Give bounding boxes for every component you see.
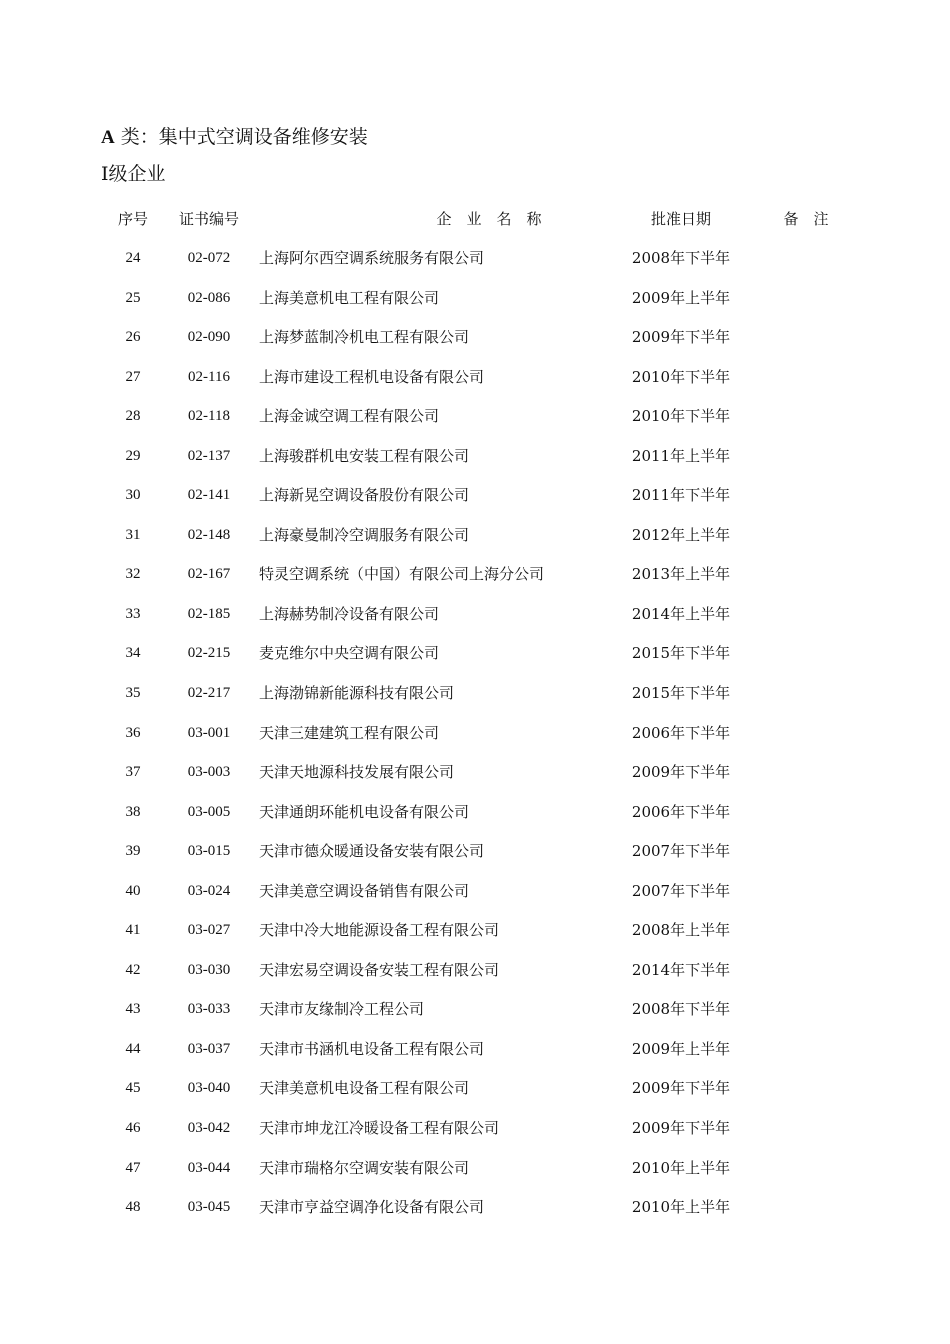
row-date: 2006年下半年 bbox=[631, 723, 731, 742]
table-row bbox=[0, 1069, 950, 1109]
row-name: 天津宏易空调设备安装工程有限公司 bbox=[259, 960, 500, 979]
row-cert: 03-027 bbox=[187, 922, 231, 939]
category-title: 类：集中式空调设备维修安装 bbox=[114, 126, 368, 148]
row-name: 上海美意机电工程有限公司 bbox=[259, 288, 440, 307]
row-cert: 03-003 bbox=[187, 764, 231, 781]
row-seq: 36 bbox=[125, 724, 141, 741]
row-seq: 48 bbox=[125, 1199, 141, 1216]
row-date: 2009年上半年 bbox=[631, 288, 731, 307]
header-cert: 证书编号 bbox=[178, 210, 239, 228]
table-row bbox=[0, 279, 950, 319]
row-cert: 02-137 bbox=[187, 447, 231, 464]
row-seq: 29 bbox=[125, 447, 141, 464]
row-name: 上海阿尔西空调系统服务有限公司 bbox=[259, 249, 485, 267]
row-seq: 26 bbox=[125, 329, 141, 346]
row-cert: 03-005 bbox=[187, 803, 231, 820]
row-date: 2010年下半年 bbox=[631, 367, 731, 386]
section-title bbox=[101, 124, 368, 151]
row-date: 2008年下半年 bbox=[631, 249, 731, 267]
row-name: 天津三建建筑工程有限公司 bbox=[259, 723, 440, 742]
row-name: 上海金诚空调工程有限公司 bbox=[259, 407, 440, 426]
row-seq: 35 bbox=[125, 685, 141, 702]
row-seq: 34 bbox=[125, 645, 141, 662]
row-date: 2009年下半年 bbox=[631, 1119, 731, 1138]
row-cert: 03-030 bbox=[187, 961, 231, 978]
row-cert: 03-033 bbox=[187, 1001, 231, 1018]
row-cert: 03-044 bbox=[187, 1159, 231, 1176]
row-date: 2012年上半年 bbox=[631, 525, 731, 544]
table-row bbox=[0, 714, 950, 754]
row-cert: 02-217 bbox=[187, 685, 231, 702]
row-cert: 03-015 bbox=[187, 843, 231, 860]
row-cert: 02-141 bbox=[187, 487, 231, 504]
row-cert: 02-215 bbox=[187, 645, 231, 662]
table-row bbox=[0, 911, 950, 951]
row-cert: 02-116 bbox=[188, 368, 230, 385]
row-date: 2010年上半年 bbox=[631, 1198, 731, 1217]
row-date: 2015年下半年 bbox=[631, 644, 731, 663]
row-cert: 02-090 bbox=[187, 329, 231, 346]
enterprise-table bbox=[0, 199, 950, 1228]
table-row bbox=[0, 1188, 950, 1228]
table-row bbox=[0, 1149, 950, 1189]
table-row bbox=[0, 397, 950, 437]
table-row bbox=[0, 951, 950, 991]
row-date: 2009年上半年 bbox=[631, 1039, 731, 1058]
table-row bbox=[0, 555, 950, 595]
table-row bbox=[0, 358, 950, 398]
table-row bbox=[0, 990, 950, 1030]
row-name: 天津市亨益空调净化设备有限公司 bbox=[259, 1198, 485, 1217]
table-row bbox=[0, 437, 950, 477]
row-cert: 02-167 bbox=[187, 566, 231, 583]
row-name: 上海梦蓝制冷机电工程有限公司 bbox=[259, 328, 470, 347]
row-date: 2009年下半年 bbox=[631, 763, 731, 782]
row-name: 特灵空调系统（中国）有限公司上海分公司 bbox=[259, 565, 545, 584]
row-name: 天津市书涵机电设备工程有限公司 bbox=[259, 1039, 485, 1058]
row-seq: 45 bbox=[125, 1080, 141, 1097]
row-cert: 03-024 bbox=[187, 882, 231, 899]
row-seq: 41 bbox=[125, 922, 141, 939]
table-row bbox=[0, 1030, 950, 1070]
row-seq: 44 bbox=[125, 1040, 141, 1057]
category-letter: A bbox=[101, 127, 115, 148]
row-date: 2011年上半年 bbox=[631, 446, 731, 465]
row-date: 2008年下半年 bbox=[631, 1000, 731, 1019]
row-seq: 30 bbox=[125, 487, 141, 504]
row-cert: 02-086 bbox=[187, 289, 231, 306]
level-title: Ⅰ级企业 bbox=[101, 163, 166, 185]
row-date: 2015年下半年 bbox=[631, 684, 731, 703]
row-date: 2014年下半年 bbox=[631, 960, 731, 979]
header-seq: 序号 bbox=[117, 210, 148, 228]
table-row bbox=[0, 634, 950, 674]
row-seq: 40 bbox=[125, 882, 141, 899]
row-name: 天津市瑞格尔空调安装有限公司 bbox=[259, 1158, 470, 1177]
row-cert: 03-037 bbox=[187, 1040, 231, 1057]
row-seq: 46 bbox=[125, 1120, 141, 1137]
row-name: 天津美意空调设备销售有限公司 bbox=[259, 881, 470, 900]
row-cert: 02-148 bbox=[187, 526, 231, 543]
row-name: 上海赫势制冷设备有限公司 bbox=[259, 604, 440, 623]
header-name: 企 业 名 称 bbox=[436, 210, 542, 228]
row-seq: 33 bbox=[125, 605, 141, 622]
row-name: 天津天地源科技发展有限公司 bbox=[259, 763, 455, 782]
row-name: 天津市德众暖通设备安装有限公司 bbox=[259, 842, 485, 861]
row-cert: 03-042 bbox=[187, 1120, 231, 1137]
row-date: 2009年下半年 bbox=[631, 328, 731, 347]
row-name: 天津美意机电设备工程有限公司 bbox=[259, 1079, 470, 1098]
header-note: 备 注 bbox=[783, 210, 829, 228]
row-name: 天津市友缘制冷工程公司 bbox=[259, 1000, 425, 1019]
row-cert: 03-001 bbox=[187, 724, 231, 741]
row-name: 天津市坤龙江冷暖设备工程有限公司 bbox=[259, 1119, 500, 1138]
table-row bbox=[0, 753, 950, 793]
row-date: 2008年上半年 bbox=[631, 921, 731, 940]
row-seq: 38 bbox=[125, 803, 141, 820]
row-date: 2009年下半年 bbox=[631, 1079, 731, 1098]
row-seq: 43 bbox=[125, 1001, 141, 1018]
row-name: 上海渤锦新能源科技有限公司 bbox=[259, 684, 455, 703]
row-date: 2010年下半年 bbox=[631, 407, 731, 426]
row-seq: 24 bbox=[125, 250, 141, 266]
table-row bbox=[0, 674, 950, 714]
row-date: 2010年上半年 bbox=[631, 1158, 731, 1177]
row-date: 2014年上半年 bbox=[631, 604, 731, 623]
row-name: 上海市建设工程机电设备有限公司 bbox=[259, 367, 485, 386]
row-name: 麦克维尔中央空调有限公司 bbox=[259, 644, 440, 663]
row-name: 上海豪曼制冷空调服务有限公司 bbox=[259, 525, 470, 544]
row-date: 2007年下半年 bbox=[631, 842, 731, 861]
table-row bbox=[0, 793, 950, 833]
table-row bbox=[0, 516, 950, 556]
row-cert: 02-072 bbox=[187, 250, 231, 266]
row-seq: 47 bbox=[125, 1159, 141, 1176]
row-cert: 02-118 bbox=[188, 408, 230, 425]
table-body bbox=[0, 239, 950, 1228]
row-date: 2006年下半年 bbox=[631, 802, 731, 821]
row-seq: 32 bbox=[125, 566, 141, 583]
table-row bbox=[0, 476, 950, 516]
row-seq: 31 bbox=[125, 526, 141, 543]
header-date: 批准日期 bbox=[650, 210, 711, 228]
row-name: 天津通朗环能机电设备有限公司 bbox=[259, 802, 470, 821]
table-row bbox=[0, 1109, 950, 1149]
row-date: 2007年下半年 bbox=[631, 881, 731, 900]
table-row bbox=[0, 318, 950, 358]
row-seq: 27 bbox=[125, 368, 141, 385]
table-row bbox=[0, 239, 950, 279]
row-name: 天津中冷大地能源设备工程有限公司 bbox=[259, 921, 500, 940]
row-cert: 03-045 bbox=[187, 1199, 231, 1216]
row-cert: 02-185 bbox=[187, 605, 231, 622]
table-row bbox=[0, 872, 950, 912]
table-row bbox=[0, 595, 950, 635]
row-cert: 03-040 bbox=[187, 1080, 231, 1097]
row-seq: 42 bbox=[125, 961, 141, 978]
row-seq: 37 bbox=[125, 764, 141, 781]
row-seq: 28 bbox=[125, 408, 141, 425]
row-seq: 25 bbox=[125, 289, 141, 306]
row-date: 2013年上半年 bbox=[631, 565, 731, 584]
row-date: 2011年下半年 bbox=[631, 486, 731, 505]
row-seq: 39 bbox=[125, 843, 141, 860]
row-name: 上海骏群机电安装工程有限公司 bbox=[259, 446, 470, 465]
table-row bbox=[0, 832, 950, 872]
table-header-row bbox=[0, 199, 950, 239]
row-name: 上海新晃空调设备股份有限公司 bbox=[259, 486, 470, 505]
